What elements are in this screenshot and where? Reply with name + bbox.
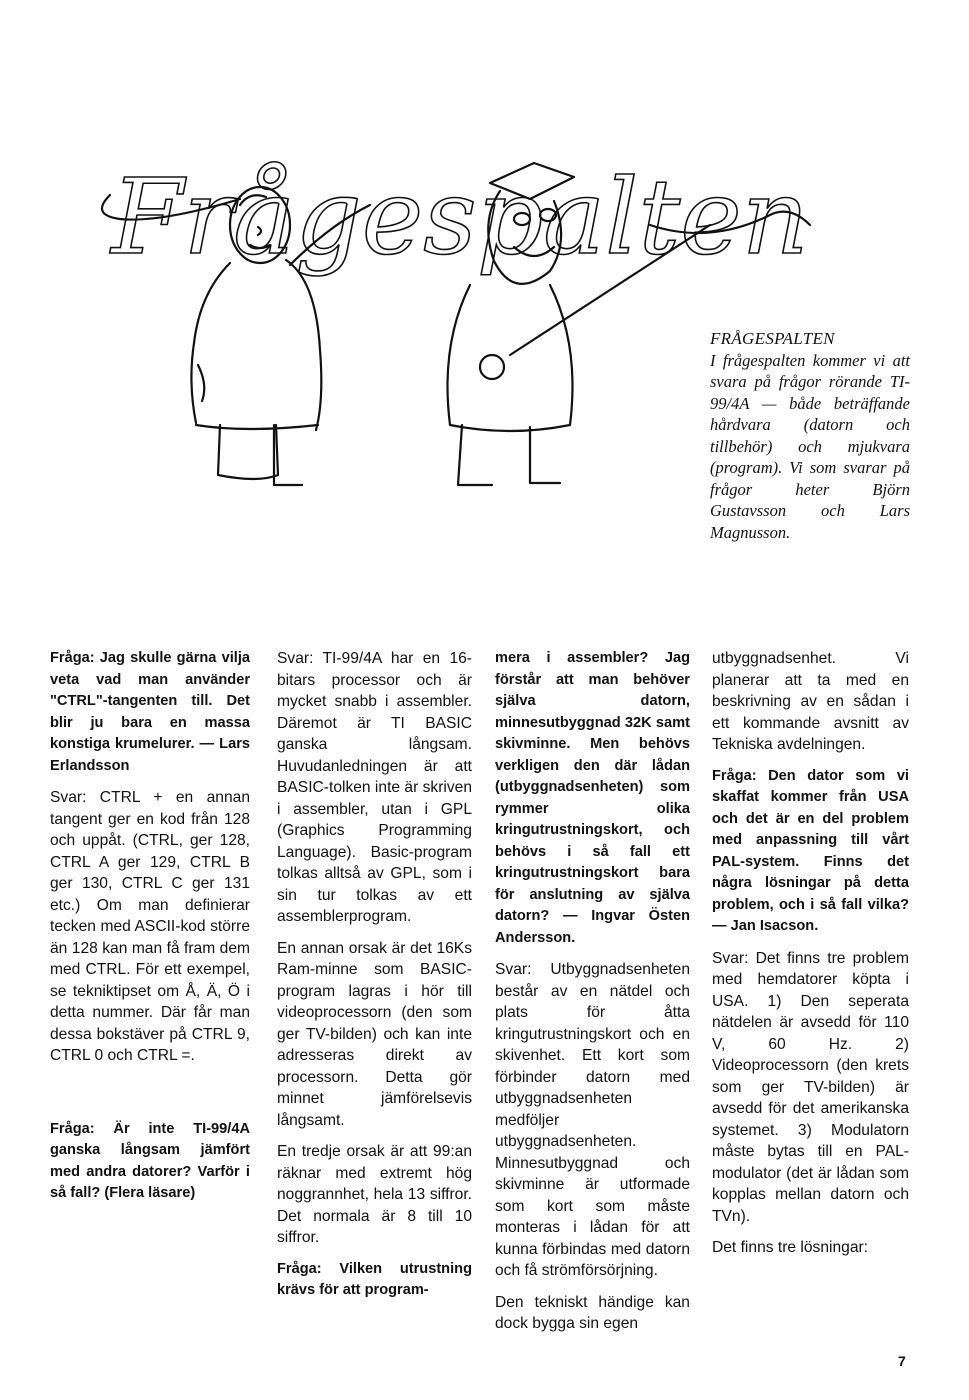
column-2 (277, 648, 472, 1302)
question-pal: Fråga: Den dator som vi skaffat kommer från USA och det är en del problem med anpassning till vårt PAL-system. Finns det några lösningar på detta problem, och i så fall vilka? — Jan Isacson. (712, 767, 909, 934)
column-1 (50, 648, 250, 1205)
answer-ctrl: Svar: CTRL + en annan tangent ger en kod från 128 och uppåt. (CTRL, ger 128, CTRL A ger 129, CTRL B ger 130, CTRL C ger 131 etc.) Om man definierar tecken med ASCII-kod större än 128 kan man få fram dem med CTRL. För ett exempel, se tekniktipset om Å, Ä, Ö i detta nummer. Där får man dessa bokstäver på CTRL 9, CTRL 0 och CTRL =. (50, 789, 250, 1064)
answer-assembler-2: Den tekniskt händige kan dock bygga sin egen (495, 1293, 690, 1332)
answer-pal-2: Det finns tre lösningar: (712, 1239, 869, 1256)
answer-speed-1: Svar: TI-99/4A har en 16-bitars processor och är mycket snabb i assembler. Däremot är TI BASIC ganska långsam. Huvudanledningen är att BASIC-tolken inte är skriven i assembler, utan i GPL (Graphics Programming Language). Basic-program tolkas alltså av GPL, som i sin tur tolkas av ett assemblerprogram. (277, 650, 472, 925)
question-assembler-start: Fråga: Vilken utrustning krävs för att program- (277, 1260, 472, 1298)
question-ctrl: Fråga: Jag skulle gärna vilja veta vad man använder "CTRL"-tangenten till. Det blir ju bara en massa konstiga krumelurer. — Lars Erlandsson (50, 650, 250, 774)
answer-speed-2: En annan orsak är det 16Ks Ram-minne som BASIC-program lagras i hör till videoprocessorn (den som ger TV-bilden) och kan inte adresseras direkt av processorn. Detta gör minnet jämförelsevis långsamt. (277, 939, 472, 1129)
column-4 (712, 648, 909, 1259)
answer-assembler: Svar: Utbyggnadsenheten består av en nätdel och plats för åtta kringutrustningskort och en skivenhet. Ett kort som förbinder datorn med utbyggnadsenheten medföljer utbyggnadsenheten. Minnesutbyggnad och skivminne är utformade som kort som måste monteras i lådan för att kunna förbindas med datorn och få strömförsörjning. (495, 961, 690, 1279)
intro-body: I frågespalten kommer vi att svara på frågor rörande TI-99/4A — både beträffande hårdvara (datorn och tillbehör) och mjukvara (program). Vi som svarar på frågor heter Björn Gustavsson och Lars Magnusson. (710, 350, 910, 542)
logo-text: Frågespalten (111, 156, 809, 278)
intro-title: FRÅGESPALTEN (710, 329, 835, 348)
question-speed: Fråga: Är inte TI-99/4A ganska långsam jämfört med andra datorer? Varför i så fall? (Flera läsare) (50, 1120, 250, 1201)
answer-pal: Svar: Det finns tre problem med hemdatorer köpta i USA. 1) Den seperata nätdelen är avsedd för 110 V, 60 Hz. 2) Videoprocessorn (den krets som ger TV-bilden) är avsedd för det amerikanska systemet. 3) Modulatorn måste bytas till en PAL-modulator (det är lådan som kopplas mellan datorn och TVn). (712, 949, 909, 1225)
column-3 (495, 648, 690, 1335)
answer-speed-3: En tredje orsak är att 99:an räknar med extremt hög noggrannhet, hela 13 siffror. Det normala är 8 till 10 siffror. (277, 1143, 472, 1246)
intro-box (710, 328, 910, 543)
page-number: 7 (898, 1353, 906, 1369)
answer-assembler-end: utbyggnadsenhet. Vi planerar att ta med en beskrivning av en sådan i ett kommande avsnitt av Tekniska avdelningen. (712, 650, 909, 753)
question-assembler-cont: mera i assembler? Jag förstår att man behöver själva datorn, minnesutbyggnad 32K samt skivminne. Men behövs verkligen den där lådan (utbyggnadsenheten) som rymmer olika kringutrustningskort, och behövs i så fall ett kringutrustningskort bara för anslutning av själva datorn? — Ingvar Östen Andersson. (495, 650, 690, 946)
